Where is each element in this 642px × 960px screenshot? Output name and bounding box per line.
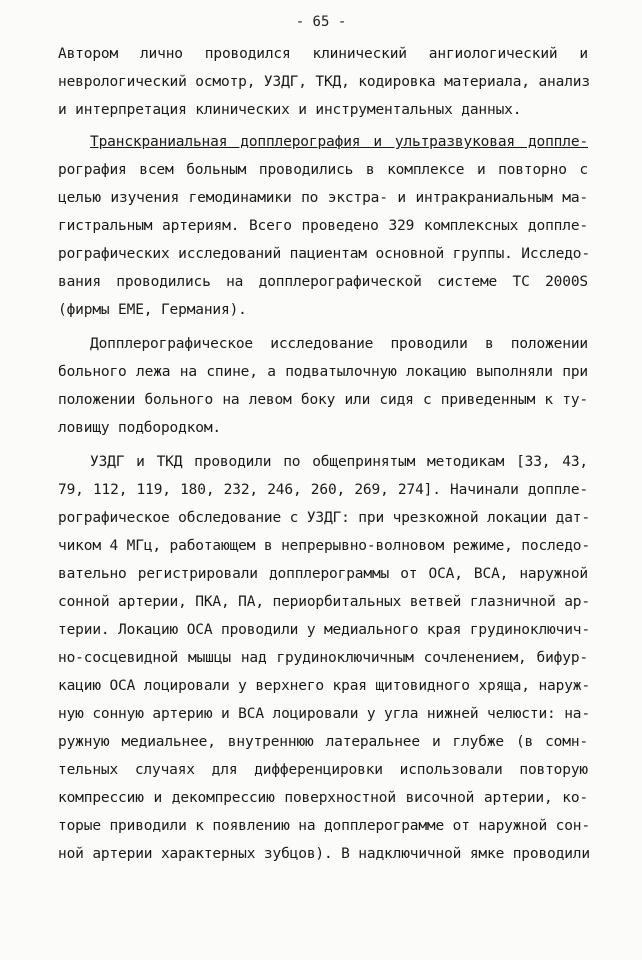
text-line: ную сонную артерию и ВСА лоцировали у угла нижней челюсти: на-	[58, 706, 590, 722]
text-line: тельных случаях для дифференцировки использовали повторую	[58, 762, 588, 778]
text-line: 79, 112, 119, 180, 232, 246, 260, 269, 274]. Начинали допплe-	[58, 482, 588, 498]
text-line: и интерпретация клинических и инструментальных данных.	[58, 102, 522, 118]
text-line: больного лежа на спине, а подватылочную локацию выполняли при	[58, 364, 588, 380]
text-line: неврологический осмотр, УЗДГ, ТКД, кодировка материала, анализ	[58, 74, 590, 90]
text-line: рографическое обследование с УЗДГ: при чрезкожной локации дат-	[58, 510, 590, 526]
text-line: компрессию и декомпрессию поверхностной височной артерии, ко-	[58, 790, 588, 806]
page-number: - 65 -	[295, 14, 347, 30]
text-line: вательно регистрировали допплерограммы от ОСА, ВСА, наружной	[58, 566, 588, 582]
text-line: чиком 4 МГц, работающем в непрерывно-волновом режиме, последо-	[58, 538, 590, 554]
text-line: ловищу подбородком.	[58, 420, 222, 436]
text-line: кацию ОСА лоцировали у верхнего края щитовидного хряща, наруж-	[58, 678, 590, 694]
text-line: сонной артерии, ПКА, ПА, периорбитальных ветвей глазничной ар-	[58, 594, 590, 610]
text-line: целью изучения гемодинамики по экстра- и интракраниальным ма-	[58, 190, 588, 206]
text-line: гистральным артериям. Всего проведено 329 комплексных допплe-	[58, 218, 588, 234]
text-line: но-сосцевидной мышцы над грудиноключичным сочленением, бифур-	[58, 650, 588, 666]
text-line: (фирмы EME, Германия).	[58, 302, 247, 318]
text-line: Автором лично проводился клинический ангиологический и	[58, 46, 588, 62]
text-line: положении больного на левом боку или сидя с приведенным к ту-	[58, 392, 588, 408]
text-line: рография всем больным проводились в комплексе и повторно с	[58, 162, 588, 178]
text-line: вания проводились на допплерографической системе TC 2000S	[58, 274, 588, 290]
text-line: рографических исследований пациентам основной группы. Исследо-	[58, 246, 590, 262]
text-line: ной артерии характерных зубцов). В надключичной ямке проводили	[58, 846, 590, 862]
text-line: терии. Локацию ОСА проводили у медиального края грудиноключич-	[58, 622, 590, 638]
text-line: УЗДГ и ТКД проводили по общепринятым методикам [33, 43,	[90, 454, 588, 470]
text-line: ружную медиальнее, внутреннюю латеральнее и глубже (в сомн-	[58, 734, 588, 750]
text-line: торые приводили к появлению на допплерограмме от наружной сон-	[58, 818, 590, 834]
text-line: Допплерографическое исследование проводили в положении	[90, 336, 588, 352]
text-line: Транскраниальная допплерография и ультразвуковая доппле-	[90, 134, 588, 150]
